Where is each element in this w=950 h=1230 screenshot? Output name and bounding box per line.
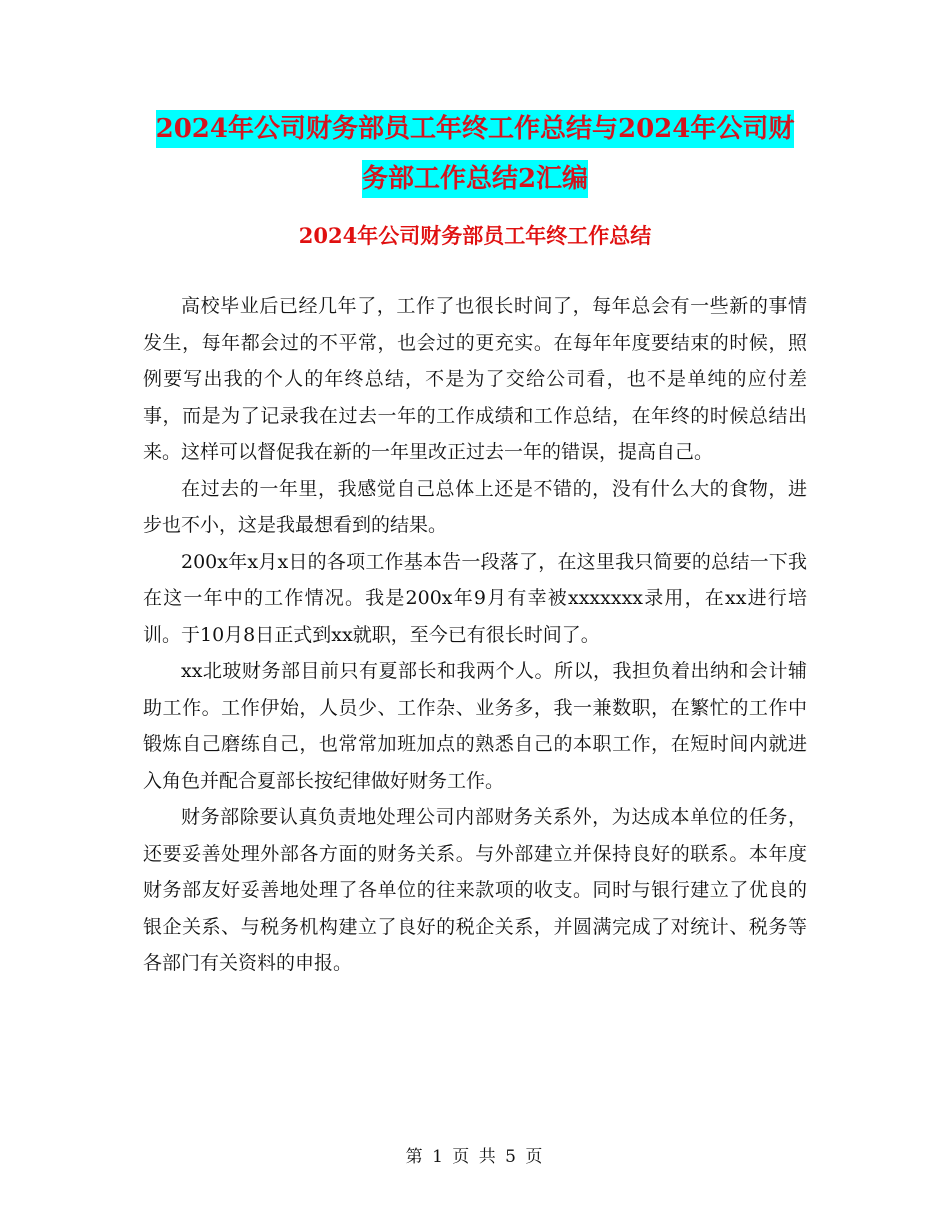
paragraph-3: 200x年x月x日的各项工作基本告一段落了，在这里我只简要的总结一下我在这一年中的工作情况。我是200x年9月有幸被xxxxxxx录用，在xx进行培训。于10月8日正式到xx就职，至今已有很长时间了。 <box>143 550 807 646</box>
document-title-line-1: 2024年公司财务部员工年终工作总结与2024年公司财 <box>156 110 795 148</box>
paragraph-5: 财务部除要认真负责地处理公司内部财务关系外，为达成本单位的任务，还要妥善处理外部各方面的财务关系。与外部建立并保持良好的联系。本年度财务部友好妥善地处理了各单位的往来款项的收支。同时与银行建立了优良的银企关系、与税务机构建立了良好的税企关系，并圆满完成了对统计、税务等各部门有关资料的申报。 <box>143 806 807 974</box>
paragraph-2: 在过去的一年里，我感觉自己总体上还是不错的，没有什么大的食物，进步也不小，这是我最想看到的结果。 <box>143 477 807 536</box>
paragraph-4: xx北玻财务部目前只有夏部长和我两个人。所以，我担负着出纳和会计辅助工作。工作伊始，人员少、工作杂、业务多，我一兼数职，在繁忙的工作中锻炼自己磨练自己，也常常加班加点的熟悉自己的本职工作，在短时间内就进入角色并配合夏部长按纪律做好财务工作。 <box>143 660 807 792</box>
document-title-line-2: 务部工作总结2汇编 <box>362 160 588 198</box>
section-title: 2024年公司财务部员工年终工作总结 <box>298 223 652 248</box>
page-number-footer: 第 1 页 共 5 页 <box>405 1147 545 1167</box>
paragraph-1: 高校毕业后已经几年了，工作了也很长时间了，每年总会有一些新的事情发生，每年都会过的不平常，也会过的更充实。在每年年度要结束的时候，照例要写出我的个人的年终总结，不是为了交给公司看，也不是单纯的应付差事，而是为了记录我在过去一年的工作成绩和工作总结，在年终的时候总结出来。这样可以督促我在新的一年里改正过去一年的错误，提高自己。 <box>143 295 807 463</box>
document-title <box>130 104 820 204</box>
document-body <box>143 288 807 982</box>
